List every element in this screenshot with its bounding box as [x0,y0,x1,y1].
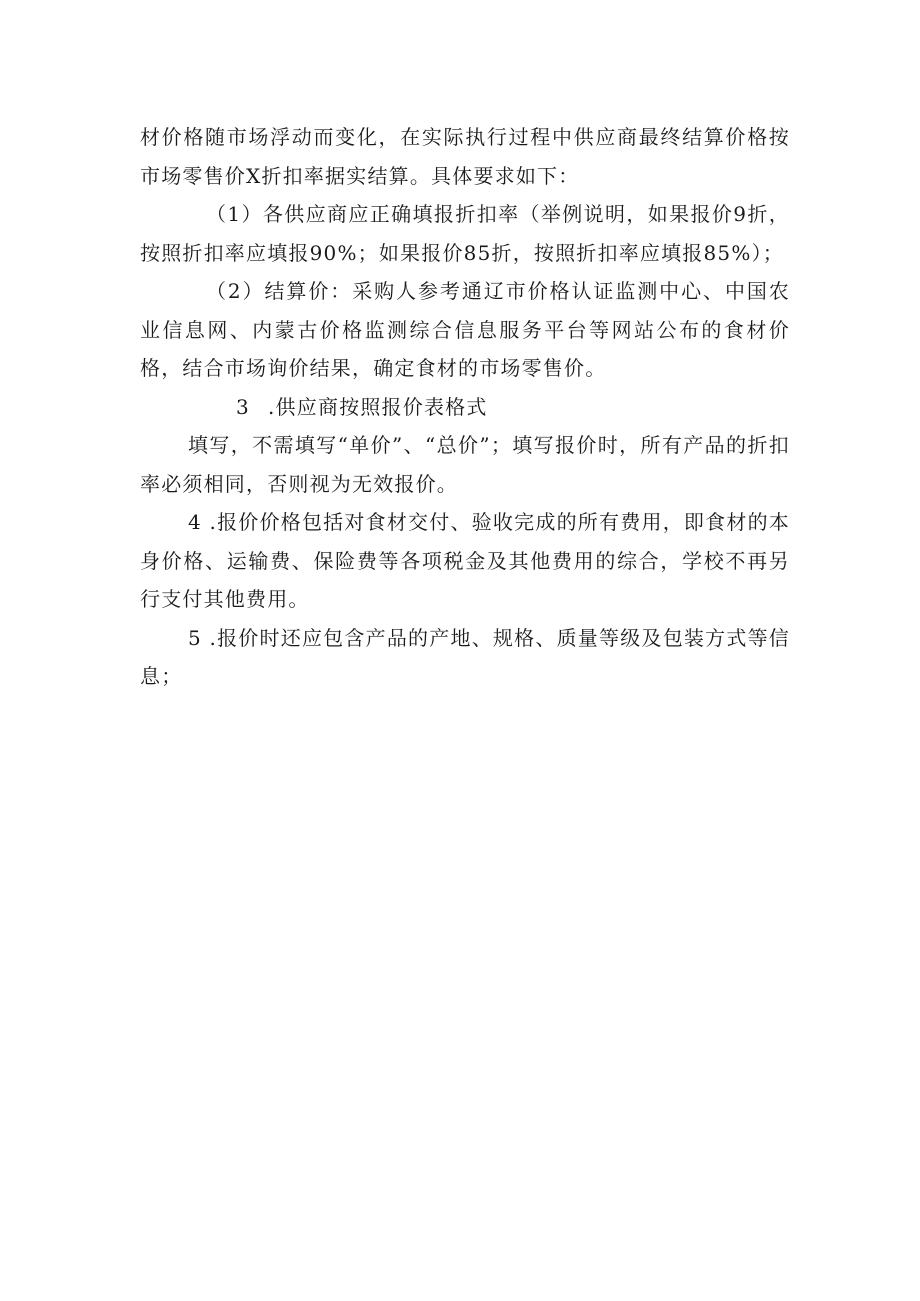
paragraph-price-settlement: 材价格随市场浮动而变化，在实际执行过程中供应商最终结算价格按市场零售价X折扣率据实结算。具体要求如下： [140,125,790,188]
item-3-number: 3 [236,394,250,419]
paragraph-fill-instructions: 填写，不需填写“单价”、“总价”；填写报价时，所有产品的折扣率必须相同，否则视为无效报价。 [140,433,790,496]
paragraph-discount-rate: （1）各供应商应正确填报折扣率（举例说明，如果报价9折，按照折扣率应填报90%；如果报价85折，按照折扣率应填报85%）； [140,202,790,265]
document-body [140,118,790,696]
paragraph-item-4: 4 .报价价格包括对食材交付、验收完成的所有费用，即食材的本身价格、运输费、保险费等各项税金及其他费用的综合，学校不再另行支付其他费用。 [140,510,790,611]
paragraph-settlement-price: （2）结算价：采购人参考通辽市价格认证监测中心、中国农业信息网、内蒙古价格监测综合信息服务平台等网站公布的食材价格，结合市场询价结果，确定食材的市场零售价。 [140,279,790,380]
paragraph-item-5: 5 .报价时还应包含产品的产地、规格、质量等级及包装方式等信息； [140,625,790,688]
paragraph-item-3 [140,388,790,427]
item-3-text: .供应商按照报价表格式 [268,394,488,419]
